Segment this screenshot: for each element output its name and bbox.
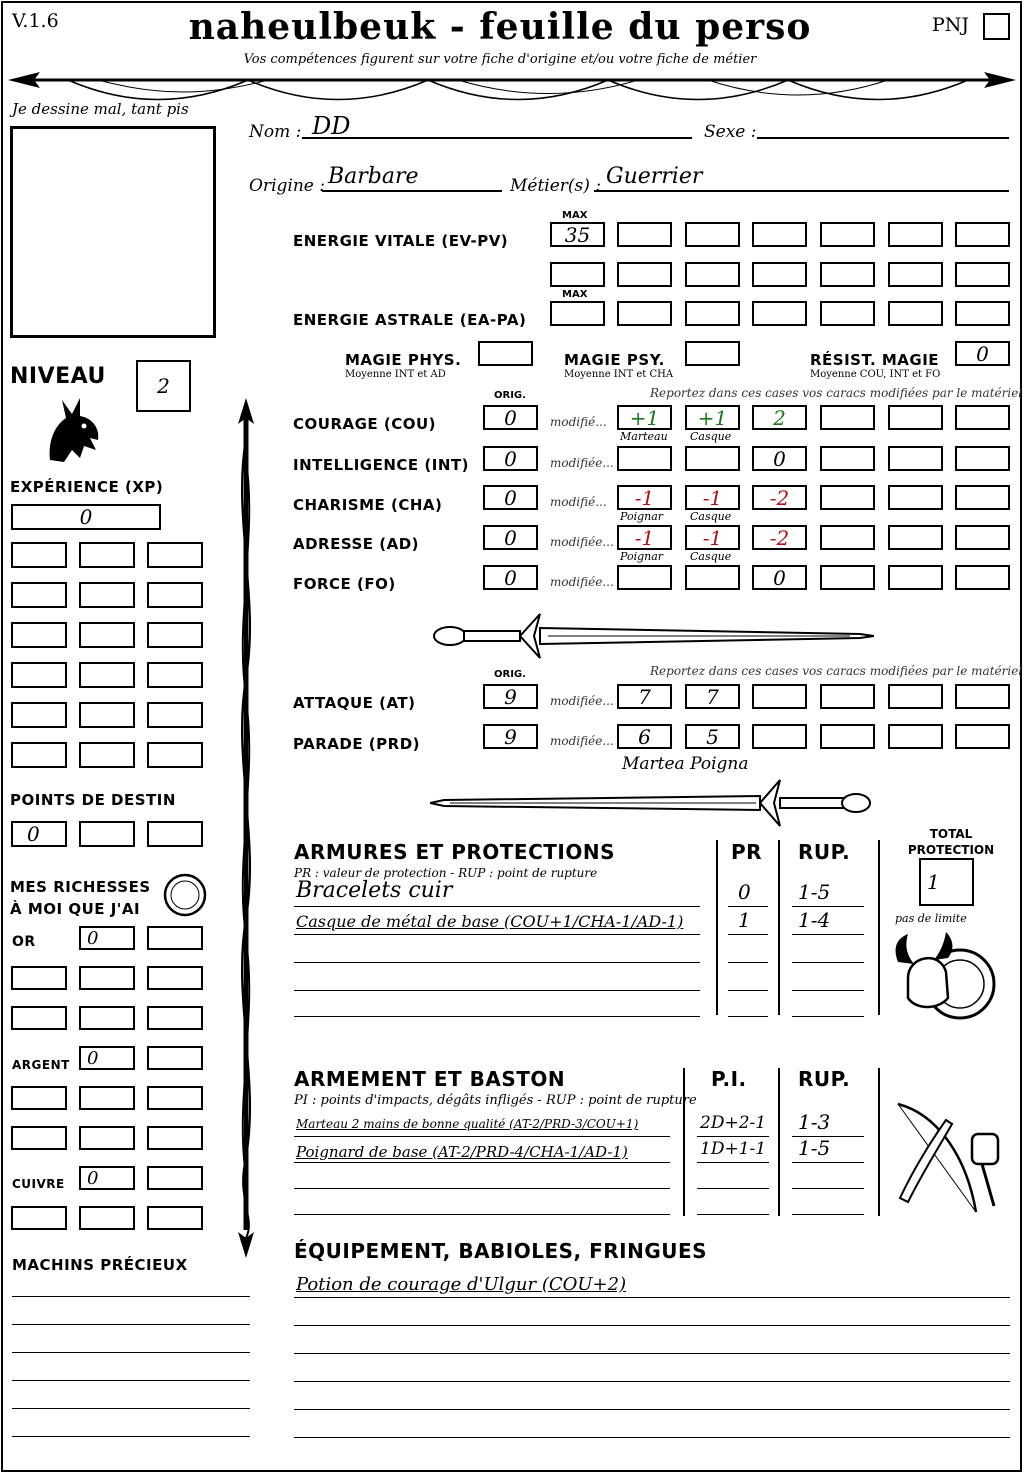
equipment-item[interactable]: Potion de courage d'Ulgur (COU+2): [296, 1274, 627, 1295]
energy-box[interactable]: [888, 301, 943, 326]
weapon-pi-line: [697, 1136, 769, 1137]
sword-icon-2: [430, 778, 874, 828]
money-slot-box[interactable]: [147, 1086, 203, 1110]
page-title: naheulbeuk - feuille du perso: [188, 6, 812, 48]
combat-mod-box-prd[interactable]: [685, 724, 740, 749]
combat-orig-box-at[interactable]: [483, 684, 538, 709]
stat-mod-box-fo[interactable]: [888, 565, 943, 590]
magie-phys-box[interactable]: [478, 341, 533, 366]
or-box[interactable]: [79, 926, 135, 950]
weapon-rup-line: [792, 1214, 864, 1215]
armor-row-line: [294, 934, 700, 935]
ev-value: 35: [564, 222, 591, 247]
total-protection-label: TOTAL PROTECTION: [907, 827, 995, 857]
stat-mod-box-cha[interactable]: [685, 485, 740, 510]
equipment-line[interactable]: [294, 1437, 1010, 1438]
magie-psy-box[interactable]: [685, 341, 740, 366]
stat-mod-value: 0: [773, 565, 786, 590]
money-slot-box[interactable]: [79, 966, 135, 990]
equipment-title: ÉQUIPEMENT, BABIOLES, FRINGUES: [294, 1239, 708, 1263]
xp-slot-box[interactable]: [79, 542, 135, 568]
xp-slot-box[interactable]: [11, 662, 67, 688]
stat-label-fo: FORCE (FO): [293, 575, 396, 593]
origine-line: [322, 190, 502, 192]
cuivre-label: CUIVRE: [12, 1177, 65, 1191]
origine-field[interactable]: Barbare: [328, 164, 419, 189]
weapon-item-pi[interactable]: 2D+2-1: [700, 1113, 767, 1133]
armor-rup-line: [792, 906, 864, 907]
combat-mod-value: 6: [638, 724, 651, 749]
stat-mod-box-ad[interactable]: [955, 525, 1010, 550]
nom-line: [302, 137, 692, 139]
destin-box-3[interactable]: [147, 821, 203, 847]
money-slot-box[interactable]: [11, 1086, 67, 1110]
nom-field[interactable]: DD: [312, 112, 351, 140]
xp-slot-box[interactable]: [79, 742, 135, 768]
armor-rup-line: [792, 990, 864, 991]
combat-mod-box-at[interactable]: [617, 684, 672, 709]
armor-pr-line: [728, 934, 768, 935]
stat-mod-box-cha[interactable]: [752, 485, 807, 510]
argent-box[interactable]: [79, 1046, 135, 1070]
cuivre-value: 0: [87, 1167, 99, 1189]
helmet-shield-icon: [888, 928, 1000, 1034]
destin-box-2[interactable]: [79, 821, 135, 847]
stat-orig-value: 0: [504, 565, 517, 590]
stat-mod-box-int[interactable]: [888, 446, 943, 471]
destin-label: POINTS DE DESTIN: [10, 791, 176, 809]
resist-magie-box[interactable]: [955, 341, 1010, 366]
energy-box[interactable]: [955, 262, 1010, 287]
stat-mod-box-ad[interactable]: [820, 525, 875, 550]
money-slot-box[interactable]: [79, 1206, 135, 1230]
or-label: OR: [12, 934, 36, 950]
stat-mod-box-fo[interactable]: [820, 565, 875, 590]
combat-modifiee-label: modifiée...: [550, 734, 614, 748]
stat-mod-box-fo[interactable]: [955, 565, 1010, 590]
stat-mod-box-int[interactable]: [685, 446, 740, 471]
armor-title: ARMURES ET PROTECTIONS: [294, 840, 615, 864]
armor-pr-line: [728, 906, 768, 907]
weapons-col-divider-1: [683, 1068, 685, 1216]
weapon-item-pi[interactable]: 1D+1-1: [700, 1139, 767, 1159]
precieux-line[interactable]: [12, 1408, 250, 1409]
stat-mod-box-int[interactable]: [752, 446, 807, 471]
precieux-line[interactable]: [12, 1380, 250, 1381]
sword-icon: [430, 610, 874, 662]
combat-mod-box-at[interactable]: [888, 684, 943, 709]
armor-row-line: [294, 962, 700, 963]
weapons-col-divider-2: [778, 1068, 780, 1216]
coin-icon: [162, 872, 208, 918]
energy-box[interactable]: [752, 301, 807, 326]
energy-box[interactable]: [617, 222, 672, 247]
argent-box-2[interactable]: [147, 1046, 203, 1070]
money-slot-box[interactable]: [79, 1006, 135, 1030]
energy-box[interactable]: [888, 262, 943, 287]
combat-mod-box-prd[interactable]: [820, 724, 875, 749]
xp-slot-box[interactable]: [79, 662, 135, 688]
ea-max-box[interactable]: [550, 301, 605, 326]
energy-box[interactable]: [820, 301, 875, 326]
argent-label: ARGENT: [12, 1058, 70, 1072]
combat-label-prd: PARADE (PRD): [293, 735, 421, 753]
stat-label-cou: COURAGE (COU): [293, 415, 437, 433]
armor-item-pr[interactable]: 0: [738, 880, 751, 904]
stats-orig-label: ORIG.: [494, 390, 526, 401]
xp-slot-box[interactable]: [147, 582, 203, 608]
stat-mod-box-cou[interactable]: [617, 405, 672, 430]
resist-magie-value: 0: [976, 341, 989, 366]
combat-mod-box-prd[interactable]: [955, 724, 1010, 749]
stat-mod-note: Poignar: [620, 550, 664, 563]
combat-mod-box-at[interactable]: [820, 684, 875, 709]
money-slot-box[interactable]: [11, 966, 67, 990]
sexe-label: Sexe :: [704, 122, 757, 142]
niveau-value: 2: [157, 374, 170, 398]
stat-modifie-label: modifiée...: [550, 575, 614, 589]
xp-slot-box[interactable]: [11, 582, 67, 608]
stat-mod-note: Poignar: [620, 510, 664, 523]
stat-orig-box-fo[interactable]: [483, 565, 538, 590]
magie-psy-label: MAGIE PSY.: [564, 351, 665, 369]
stat-orig-box-cha[interactable]: [483, 485, 538, 510]
armor-col-divider-3: [878, 840, 880, 1015]
xp-slot-box[interactable]: [11, 742, 67, 768]
equipment-line[interactable]: [294, 1353, 1010, 1354]
stat-modifie-label: modifiée...: [550, 535, 614, 549]
stat-mod-box-cha[interactable]: [617, 485, 672, 510]
precieux-line[interactable]: [12, 1296, 250, 1297]
armor-rup-line: [792, 934, 864, 935]
armor-rup-line: [792, 1016, 864, 1017]
stat-mod-box-cha[interactable]: [955, 485, 1010, 510]
energy-box[interactable]: [955, 222, 1010, 247]
stat-label-int: INTELLIGENCE (INT): [293, 456, 469, 474]
armor-rup-line: [792, 962, 864, 963]
richesses-label: MES RICHESSES À MOI QUE J'AI: [10, 878, 151, 918]
combat-mod-box-at[interactable]: [752, 684, 807, 709]
total-protection-value: 1: [927, 870, 940, 894]
combat-label-at: ATTAQUE (AT): [293, 694, 416, 712]
xp-slot-box[interactable]: [147, 742, 203, 768]
armor-col-divider-1: [716, 840, 718, 1015]
energy-box[interactable]: [888, 222, 943, 247]
weapon-item-rup[interactable]: 1-3: [798, 1110, 831, 1134]
xp-slot-box[interactable]: [79, 582, 135, 608]
stat-mod-value: -1: [702, 525, 723, 550]
or-value: 0: [87, 927, 99, 949]
stat-mod-box-cou[interactable]: [888, 405, 943, 430]
stat-mod-box-ad[interactable]: [888, 525, 943, 550]
energy-box[interactable]: [752, 262, 807, 287]
stat-orig-value: 0: [504, 525, 517, 550]
armor-pr-line: [728, 1016, 768, 1017]
stat-mod-box-cha[interactable]: [888, 485, 943, 510]
metier-line: [594, 190, 1009, 192]
equipment-line[interactable]: [294, 1381, 1010, 1382]
weapon-row-line: [294, 1136, 670, 1137]
energy-box[interactable]: [820, 222, 875, 247]
stat-mod-box-ad[interactable]: [617, 525, 672, 550]
weapons-note-line: PI : points d'impacts, dégâts infligés - RUP : point de rupture: [294, 1093, 697, 1108]
combat-mod-box-prd[interactable]: [752, 724, 807, 749]
stat-orig-value: 0: [504, 485, 517, 510]
nom-label: Nom :: [249, 122, 302, 142]
combat-mod-value: 7: [706, 684, 719, 709]
portrait-box[interactable]: [10, 126, 216, 338]
weapons-title: ARMEMENT ET BASTON: [294, 1067, 566, 1091]
precieux-line[interactable]: [12, 1324, 250, 1325]
combat-note: Reportez dans ces cases vos caracs modifiées par le matériel: [650, 664, 1023, 678]
magie-phys-note: Moyenne INT et AD: [345, 369, 446, 380]
weapons-col-divider-3: [878, 1068, 880, 1216]
metier-label: Métier(s) :: [510, 176, 602, 196]
armor-row-line: [294, 1016, 700, 1017]
stat-mod-value: -1: [702, 485, 723, 510]
destin-value: 0: [27, 822, 40, 846]
money-slot-box[interactable]: [11, 1206, 67, 1230]
weapon-item-rup[interactable]: 1-5: [798, 1136, 831, 1160]
armor-note: PR : valeur de protection - RUP : point de rupture: [294, 866, 598, 880]
resist-magie-label: RÉSIST. MAGIE: [810, 351, 940, 369]
cuivre-box[interactable]: [79, 1166, 135, 1190]
weapon-rup-line: [792, 1188, 864, 1189]
stat-modifie-label: modifiée...: [550, 456, 614, 470]
weapon-rup-line: [792, 1162, 864, 1163]
xp-slot-box[interactable]: [147, 702, 203, 728]
combat-mod-value: 5: [706, 724, 719, 749]
niveau-label: NIVEAU: [10, 364, 106, 389]
energy-box[interactable]: [685, 222, 740, 247]
stat-mod-value: -2: [769, 525, 790, 550]
weapon-pi-line: [697, 1188, 769, 1189]
weapon-row-line: [294, 1214, 670, 1215]
armor-pr-header: PR: [731, 840, 763, 864]
stat-orig-box-ad[interactable]: [483, 525, 538, 550]
armor-pr-line: [728, 990, 768, 991]
equipment-line[interactable]: [294, 1297, 1010, 1298]
xp-slot-box[interactable]: [79, 702, 135, 728]
version-label: V.1.6: [12, 10, 59, 32]
money-slot-box[interactable]: [79, 1086, 135, 1110]
energy-box[interactable]: [617, 301, 672, 326]
money-slot-box[interactable]: [79, 1126, 135, 1150]
magie-psy-note: Moyenne INT et CHA: [564, 369, 674, 380]
armor-row-line: [294, 990, 700, 991]
ev-max-box[interactable]: [550, 222, 605, 247]
stat-label-ad: ADRESSE (AD): [293, 535, 420, 553]
combat-orig-value: 9: [504, 684, 517, 709]
stat-mod-note: Casque: [690, 510, 732, 523]
energy-box[interactable]: [550, 262, 605, 287]
metier-field[interactable]: Guerrier: [606, 164, 703, 189]
energy-box[interactable]: [685, 262, 740, 287]
weapons-note: Martea Poigna: [622, 754, 749, 774]
ev-label: ENERGIE VITALE (EV-PV): [293, 232, 509, 250]
stat-mod-box-int[interactable]: [955, 446, 1010, 471]
stat-mod-note: Marteau: [620, 430, 668, 443]
stat-mod-value: +1: [629, 405, 660, 430]
ea-max-label: MAX: [562, 289, 588, 300]
combat-mod-box-prd[interactable]: [888, 724, 943, 749]
stat-mod-box-cou[interactable]: [752, 405, 807, 430]
combat-mod-box-at[interactable]: [955, 684, 1010, 709]
energy-box[interactable]: [820, 262, 875, 287]
stat-modifie-label: modifié...: [550, 415, 607, 429]
xp-box[interactable]: [11, 504, 161, 530]
stat-mod-value: +1: [697, 405, 728, 430]
precieux-line[interactable]: [12, 1352, 250, 1353]
precieux-line[interactable]: [12, 1436, 250, 1437]
weapon-row-line: [294, 1188, 670, 1189]
or-box-2[interactable]: [147, 926, 203, 950]
stat-mod-box-ad[interactable]: [685, 525, 740, 550]
money-slot-box[interactable]: [147, 1006, 203, 1030]
stat-orig-box-int[interactable]: [483, 446, 538, 471]
combat-mod-value: 7: [638, 684, 651, 709]
niveau-box[interactable]: [136, 360, 191, 412]
stat-mod-value: 2: [773, 405, 786, 430]
xp-slot-box[interactable]: [11, 622, 67, 648]
stat-mod-value: 0: [773, 446, 786, 471]
xp-slot-box[interactable]: [147, 622, 203, 648]
ev-max-label: MAX: [562, 210, 588, 221]
sexe-line[interactable]: [757, 137, 1009, 139]
combat-modifiee-label: modifiée...: [550, 694, 614, 708]
stat-modifie-label: modifié...: [550, 495, 607, 509]
weapon-item-name[interactable]: Marteau 2 mains de bonne qualité (AT-2/PRD-3/COU+1): [296, 1117, 639, 1131]
stat-mod-box-fo[interactable]: [685, 565, 740, 590]
armor-item-name[interactable]: Bracelets cuir: [296, 878, 453, 903]
magie-phys-label: MAGIE PHYS.: [345, 351, 462, 369]
weapons-rup-header: RUP.: [798, 1067, 851, 1091]
energy-box[interactable]: [752, 222, 807, 247]
armor-rup-header: RUP.: [798, 840, 851, 864]
stat-mod-box-int[interactable]: [820, 446, 875, 471]
stat-mod-box-cou[interactable]: [955, 405, 1010, 430]
armor-row-line: [294, 906, 700, 907]
xp-slot-box[interactable]: [147, 542, 203, 568]
weapon-pi-line: [697, 1162, 769, 1163]
stat-mod-box-fo[interactable]: [752, 565, 807, 590]
limit-note: pas de limite: [895, 912, 967, 925]
argent-value: 0: [87, 1047, 99, 1069]
stat-mod-note: Casque: [690, 550, 732, 563]
origine-label: Origine :: [249, 176, 325, 196]
resist-magie-note: Moyenne COU, INT et FO: [810, 369, 941, 380]
stat-mod-box-cha[interactable]: [820, 485, 875, 510]
combat-mod-box-prd[interactable]: [617, 724, 672, 749]
dragon-icon: [40, 392, 106, 464]
stat-mod-value: -2: [769, 485, 790, 510]
cuivre-box-2[interactable]: [147, 1166, 203, 1190]
pnj-checkbox[interactable]: [983, 13, 1010, 40]
money-slot-box[interactable]: [11, 1126, 67, 1150]
xp-slot-box[interactable]: [11, 542, 67, 568]
precieux-label: MACHINS PRÉCIEUX: [12, 1256, 188, 1274]
energy-box[interactable]: [617, 262, 672, 287]
page-subtitle: Vos compétences figurent sur votre fiche d'origine et/ou votre fiche de métier: [243, 52, 757, 67]
armor-item-rup[interactable]: 1-5: [798, 880, 831, 904]
weapon-row-line: [294, 1162, 670, 1163]
combat-orig-box-prd[interactable]: [483, 724, 538, 749]
money-slot-box[interactable]: [147, 966, 203, 990]
xp-slot-box[interactable]: [147, 662, 203, 688]
ea-label: ENERGIE ASTRALE (EA-PA): [293, 311, 527, 329]
armor-item-rup[interactable]: 1-4: [798, 908, 831, 932]
weapon-pi-line: [697, 1214, 769, 1215]
total-protection-box[interactable]: [919, 858, 974, 906]
combat-orig-value: 9: [504, 724, 517, 749]
stat-label-cha: CHARISME (CHA): [293, 496, 443, 514]
combat-mod-box-at[interactable]: [685, 684, 740, 709]
weapon-item-name[interactable]: Poignard de base (AT-2/PRD-4/CHA-1/AD-1): [296, 1143, 628, 1161]
stats-note: Reportez dans ces cases vos caracs modifiées par le matériel: [650, 386, 1023, 400]
stat-mod-box-cou[interactable]: [820, 405, 875, 430]
money-slot-box[interactable]: [147, 1206, 203, 1230]
xp-value: 0: [79, 505, 93, 529]
armor-item-pr[interactable]: 1: [738, 908, 751, 932]
stat-mod-value: -1: [634, 525, 655, 550]
equipment-line[interactable]: [294, 1409, 1010, 1410]
stat-mod-note: Casque: [690, 430, 732, 443]
weapons-pi-header: P.I.: [711, 1067, 747, 1091]
money-slot-box[interactable]: [11, 1006, 67, 1030]
xp-label: EXPÉRIENCE (XP): [10, 478, 164, 496]
energy-box[interactable]: [685, 301, 740, 326]
stat-mod-box-fo[interactable]: [617, 565, 672, 590]
weapons-icon: [886, 1094, 1006, 1216]
stat-mod-box-ad[interactable]: [752, 525, 807, 550]
money-slot-box[interactable]: [147, 1126, 203, 1150]
energy-box[interactable]: [955, 301, 1010, 326]
equipment-line[interactable]: [294, 1325, 1010, 1326]
pnj-label: PNJ: [932, 14, 970, 36]
destin-box-1[interactable]: [11, 821, 67, 847]
armor-col-divider-2: [778, 840, 780, 1015]
staff-divider: [228, 398, 264, 1258]
armor-item-name[interactable]: Casque de métal de base (COU+1/CHA-1/AD-1): [296, 912, 684, 931]
stat-mod-value: -1: [634, 485, 655, 510]
portrait-caption: Je dessine mal, tant pis: [12, 100, 189, 118]
xp-slot-box[interactable]: [79, 622, 135, 648]
stat-orig-value: 0: [504, 446, 517, 471]
stat-mod-box-cou[interactable]: [685, 405, 740, 430]
stat-orig-box-cou[interactable]: [483, 405, 538, 430]
stat-orig-value: 0: [504, 405, 517, 430]
combat-orig-label: ORIG.: [494, 669, 526, 680]
armor-pr-line: [728, 962, 768, 963]
stat-mod-box-int[interactable]: [617, 446, 672, 471]
xp-slot-box[interactable]: [11, 702, 67, 728]
